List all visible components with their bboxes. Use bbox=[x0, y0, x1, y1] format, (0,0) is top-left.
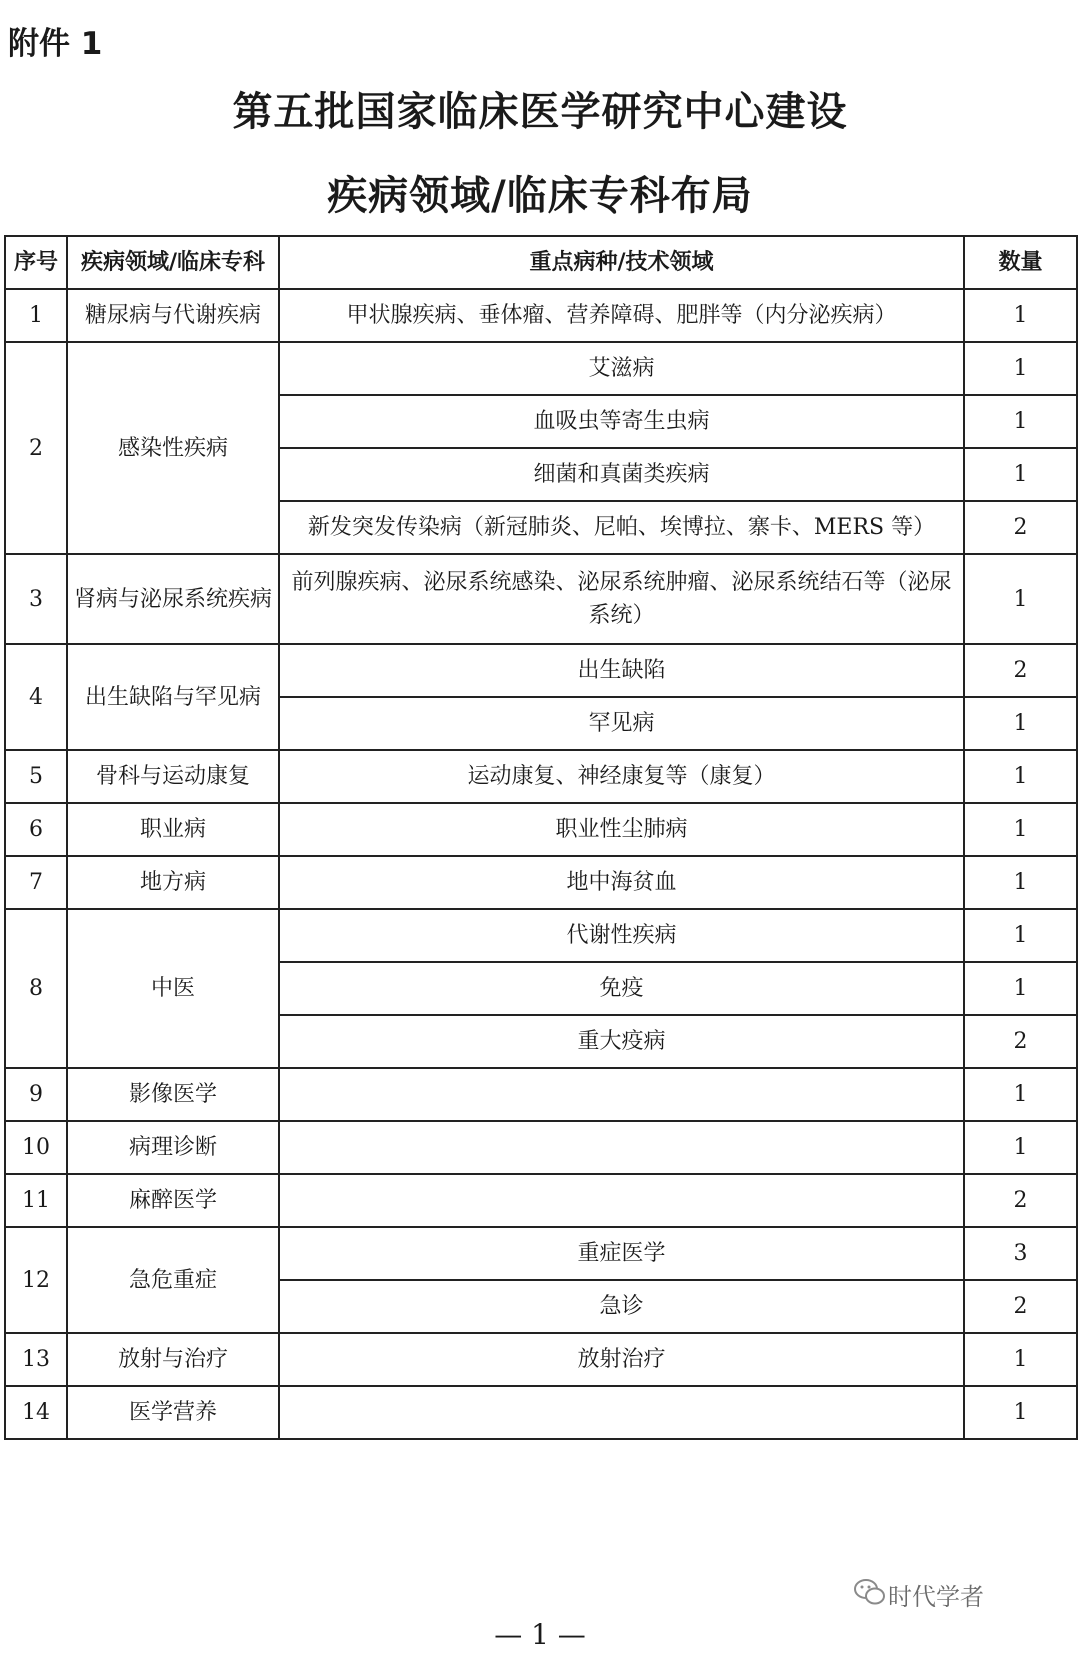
cell-field: 地方病 bbox=[67, 856, 279, 909]
cell-no: 8 bbox=[5, 909, 67, 1068]
cell-focus: 放射治疗 bbox=[279, 1333, 964, 1386]
cell-focus: 重大疫病 bbox=[279, 1015, 964, 1068]
document-title-line2: 疾病领域/临床专科布局 bbox=[327, 173, 753, 219]
table-row bbox=[5, 856, 1077, 909]
cell-field: 出生缺陷与罕见病 bbox=[67, 644, 279, 750]
cell-no: 9 bbox=[5, 1068, 67, 1121]
table-row bbox=[5, 644, 1077, 697]
cell-count: 1 bbox=[964, 697, 1077, 750]
cell-field: 医学营养 bbox=[67, 1386, 279, 1439]
cell-count: 2 bbox=[964, 644, 1077, 697]
table-row bbox=[5, 1174, 1077, 1227]
table-row bbox=[5, 342, 1077, 395]
attachment-label: 附件 1 bbox=[8, 26, 103, 62]
cell-focus: 新发突发传染病（新冠肺炎、尼帕、埃博拉、寨卡、MERS 等） bbox=[279, 501, 964, 554]
cell-field: 职业病 bbox=[67, 803, 279, 856]
cell-count: 1 bbox=[964, 448, 1077, 501]
header-no: 序号 bbox=[5, 236, 67, 289]
cell-focus: 前列腺疾病、泌尿系统感染、泌尿系统肿瘤、泌尿系统结石等（泌尿系统） bbox=[279, 554, 964, 644]
cell-focus: 运动康复、神经康复等（康复） bbox=[279, 750, 964, 803]
cell-count: 1 bbox=[964, 554, 1077, 644]
cell-focus: 地中海贫血 bbox=[279, 856, 964, 909]
cell-focus: 出生缺陷 bbox=[279, 644, 964, 697]
header-focus: 重点病种/技术领域 bbox=[279, 236, 964, 289]
cell-no: 2 bbox=[5, 342, 67, 554]
cell-focus bbox=[279, 1174, 964, 1227]
table-row bbox=[5, 1121, 1077, 1174]
cell-focus: 免疫 bbox=[279, 962, 964, 1015]
table-row bbox=[5, 1386, 1077, 1439]
cell-count: 1 bbox=[964, 962, 1077, 1015]
cell-count: 1 bbox=[964, 1121, 1077, 1174]
table-row bbox=[5, 909, 1077, 962]
page-number: — 1 — bbox=[494, 1618, 586, 1651]
cell-no: 5 bbox=[5, 750, 67, 803]
cell-no: 12 bbox=[5, 1227, 67, 1333]
cell-no: 11 bbox=[5, 1174, 67, 1227]
document-title-line1: 第五批国家临床医学研究中心建设 bbox=[232, 89, 848, 135]
disease-field-table bbox=[4, 235, 1078, 1440]
cell-count: 3 bbox=[964, 1227, 1077, 1280]
table-row bbox=[5, 1068, 1077, 1121]
cell-field: 放射与治疗 bbox=[67, 1333, 279, 1386]
table-header-row bbox=[5, 236, 1077, 289]
footer-brand: 时代学者 bbox=[888, 1583, 984, 1611]
cell-focus: 血吸虫等寄生虫病 bbox=[279, 395, 964, 448]
cell-count: 1 bbox=[964, 909, 1077, 962]
cell-field: 麻醉医学 bbox=[67, 1174, 279, 1227]
table-body bbox=[5, 289, 1077, 1439]
cell-count: 2 bbox=[964, 1015, 1077, 1068]
cell-count: 1 bbox=[964, 1386, 1077, 1439]
cell-focus: 重症医学 bbox=[279, 1227, 964, 1280]
cell-focus: 甲状腺疾病、垂体瘤、营养障碍、肥胖等（内分泌疾病） bbox=[279, 289, 964, 342]
cell-count: 2 bbox=[964, 1280, 1077, 1333]
cell-no: 13 bbox=[5, 1333, 67, 1386]
header-count: 数量 bbox=[964, 236, 1077, 289]
cell-focus: 罕见病 bbox=[279, 697, 964, 750]
cell-field: 肾病与泌尿系统疾病 bbox=[67, 554, 279, 644]
table-row bbox=[5, 750, 1077, 803]
cell-no: 3 bbox=[5, 554, 67, 644]
cell-field: 病理诊断 bbox=[67, 1121, 279, 1174]
wechat-icon bbox=[853, 1577, 887, 1607]
table-row bbox=[5, 554, 1077, 644]
cell-no: 14 bbox=[5, 1386, 67, 1439]
cell-no: 10 bbox=[5, 1121, 67, 1174]
cell-field: 中医 bbox=[67, 909, 279, 1068]
cell-count: 1 bbox=[964, 856, 1077, 909]
cell-count: 1 bbox=[964, 1068, 1077, 1121]
cell-field: 感染性疾病 bbox=[67, 342, 279, 554]
cell-count: 1 bbox=[964, 395, 1077, 448]
cell-count: 1 bbox=[964, 342, 1077, 395]
cell-no: 6 bbox=[5, 803, 67, 856]
table-row bbox=[5, 1333, 1077, 1386]
table-row bbox=[5, 289, 1077, 342]
cell-field: 骨科与运动康复 bbox=[67, 750, 279, 803]
cell-field: 影像医学 bbox=[67, 1068, 279, 1121]
cell-focus: 代谢性疾病 bbox=[279, 909, 964, 962]
cell-focus: 职业性尘肺病 bbox=[279, 803, 964, 856]
cell-count: 2 bbox=[964, 501, 1077, 554]
cell-count: 1 bbox=[964, 803, 1077, 856]
cell-focus: 艾滋病 bbox=[279, 342, 964, 395]
cell-count: 2 bbox=[964, 1174, 1077, 1227]
cell-focus: 急诊 bbox=[279, 1280, 964, 1333]
cell-focus bbox=[279, 1068, 964, 1121]
cell-focus bbox=[279, 1121, 964, 1174]
cell-focus: 细菌和真菌类疾病 bbox=[279, 448, 964, 501]
cell-count: 1 bbox=[964, 1333, 1077, 1386]
cell-no: 1 bbox=[5, 289, 67, 342]
table-row bbox=[5, 1227, 1077, 1280]
cell-field: 糖尿病与代谢疾病 bbox=[67, 289, 279, 342]
cell-count: 1 bbox=[964, 750, 1077, 803]
table-row bbox=[5, 803, 1077, 856]
cell-no: 4 bbox=[5, 644, 67, 750]
cell-count: 1 bbox=[964, 289, 1077, 342]
cell-field: 急危重症 bbox=[67, 1227, 279, 1333]
cell-no: 7 bbox=[5, 856, 67, 909]
header-field: 疾病领域/临床专科 bbox=[67, 236, 279, 289]
cell-focus bbox=[279, 1386, 964, 1439]
